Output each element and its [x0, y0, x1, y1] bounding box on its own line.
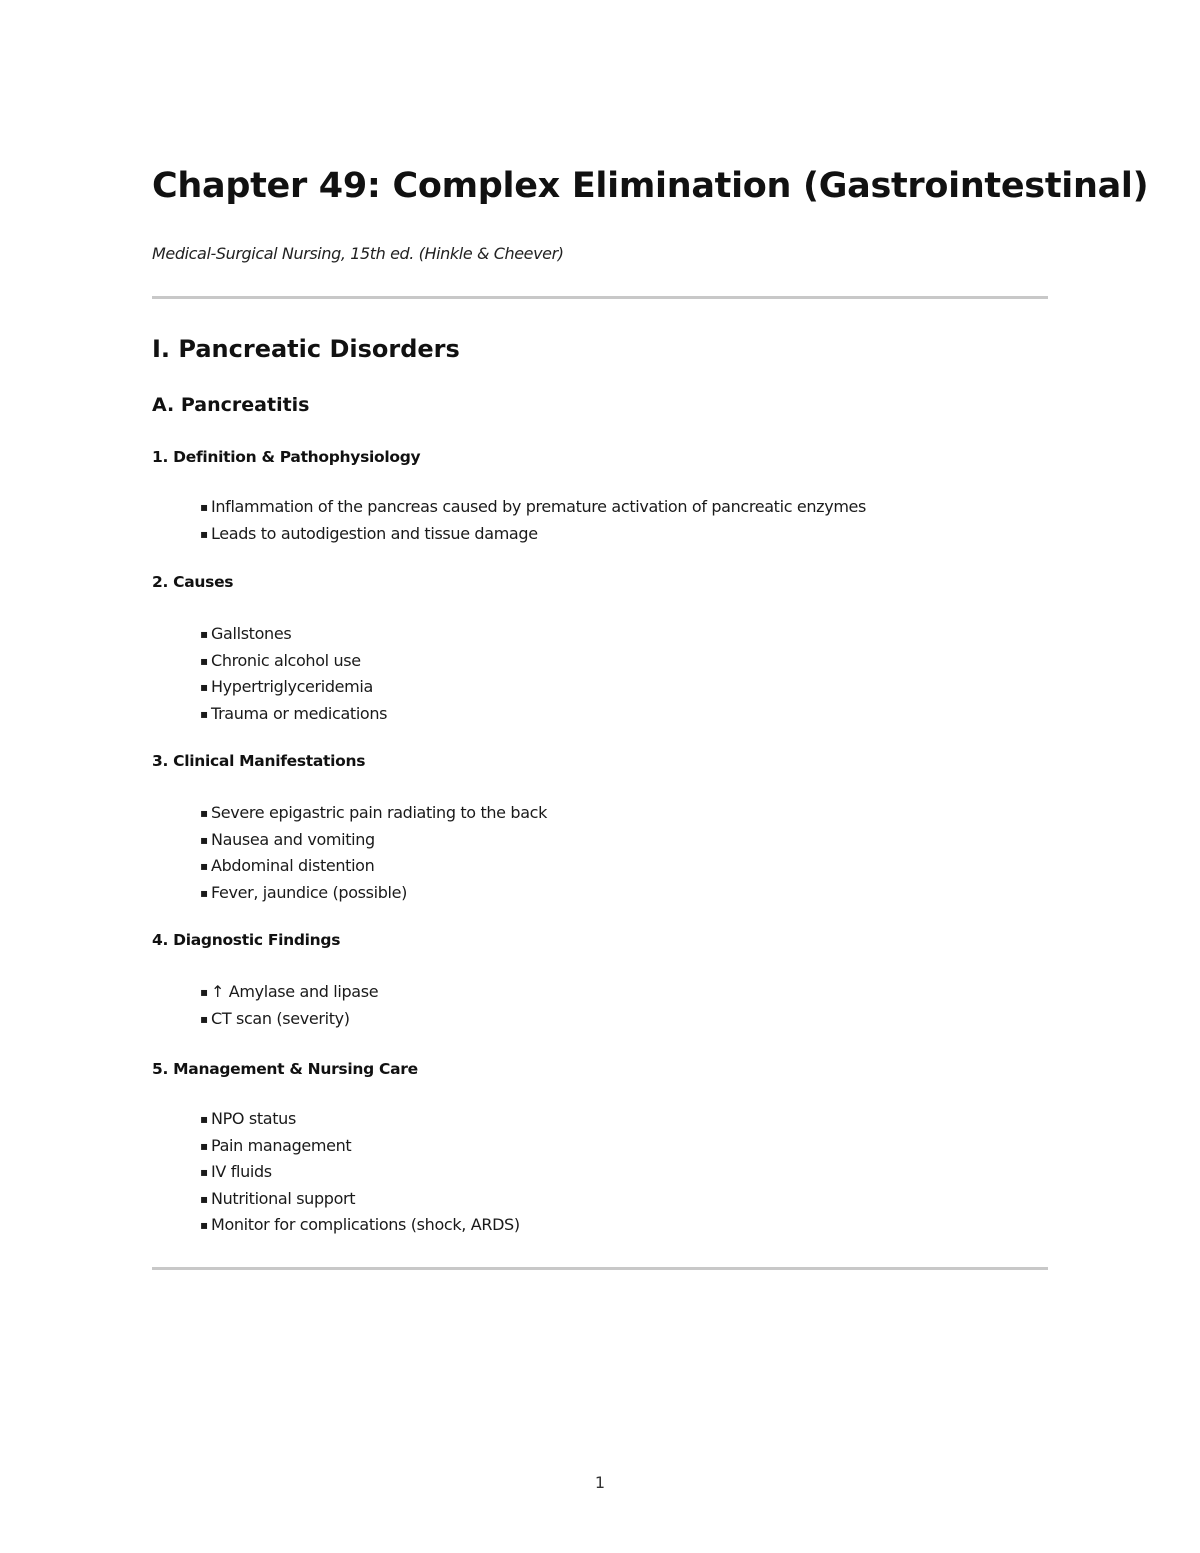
- bullet-icon: ▪: [200, 806, 208, 820]
- bullet-icon: ▪: [200, 500, 208, 514]
- list-item: ▪ Chronic alcohol use: [200, 648, 387, 675]
- page-number: 1: [594, 1473, 606, 1492]
- top-divider: [152, 296, 1048, 299]
- bullet-icon: ▪: [200, 627, 208, 641]
- list-item: ▪ Pain management: [200, 1133, 520, 1160]
- bullet-icon: ▪: [200, 1218, 208, 1232]
- topic-list-causes: [200, 621, 387, 727]
- topic-heading-diagnostics: 4. Diagnostic Findings: [152, 931, 341, 949]
- list-item: ▪ Nausea and vomiting: [200, 827, 547, 854]
- bullet-icon: ▪: [200, 1191, 208, 1206]
- bullet-icon: ▪: [200, 985, 208, 999]
- list-item: ▪ ↑ Amylase and lipase: [200, 979, 378, 1006]
- topic-heading-causes: 2. Causes: [152, 573, 234, 591]
- topic-heading-management: 5. Management & Nursing Care: [152, 1060, 418, 1078]
- bullet-icon: ▪: [200, 859, 208, 873]
- list-item: ▪ Nutritional support: [200, 1186, 520, 1213]
- bullet-icon: ▪: [200, 680, 208, 694]
- list-item: ▪ Abdominal distention: [200, 853, 547, 880]
- bullet-icon: ▪: [200, 885, 208, 900]
- list-item: ▪ Inflammation of the pancreas caused by premature activation of pancreatic enzymes: [200, 494, 866, 521]
- topic-heading-definition: 1. Definition & Pathophysiology: [152, 448, 421, 466]
- bullet-icon: ▪: [200, 653, 208, 668]
- bullet-icon: ▪: [200, 1165, 208, 1179]
- topic-list-diagnostics: [200, 979, 378, 1032]
- list-item: ▪ IV fluids: [200, 1159, 520, 1186]
- list-item: ▪ Gallstones: [200, 621, 387, 648]
- subsection-heading: A. Pancreatitis: [152, 394, 310, 416]
- list-item: ▪ Leads to autodigestion and tissue damage: [200, 521, 866, 548]
- list-item: ▪ Fever, jaundice (possible): [200, 880, 547, 907]
- bullet-icon: ▪: [200, 706, 208, 721]
- document-subtitle: Medical-Surgical Nursing, 15th ed. (Hinkle & Cheever): [152, 244, 564, 263]
- topic-list-management: [200, 1106, 520, 1239]
- bottom-divider: [152, 1267, 1048, 1270]
- topic-list-definition: [200, 494, 866, 547]
- list-item: ▪ Trauma or medications: [200, 701, 387, 728]
- document-title: Chapter 49: Complex Elimination (Gastrointestinal): [152, 166, 1149, 206]
- topic-heading-manifestations: 3. Clinical Manifestations: [152, 752, 366, 770]
- document-page: [152, 0, 1149, 1553]
- bullet-icon: ▪: [200, 1138, 208, 1153]
- list-item: ▪ CT scan (severity): [200, 1006, 378, 1033]
- list-item: ▪ Severe epigastric pain radiating to the back: [200, 800, 547, 827]
- list-item: ▪ Hypertriglyceridemia: [200, 674, 387, 701]
- bullet-icon: ▪: [200, 526, 208, 541]
- list-item: ▪ NPO status: [200, 1106, 520, 1133]
- topic-list-manifestations: [200, 800, 547, 906]
- bullet-icon: ▪: [200, 1112, 208, 1126]
- list-item: ▪ Monitor for complications (shock, ARDS): [200, 1212, 520, 1239]
- bullet-icon: ▪: [200, 1011, 208, 1026]
- bullet-icon: ▪: [200, 832, 208, 847]
- section-heading: I. Pancreatic Disorders: [152, 335, 460, 363]
